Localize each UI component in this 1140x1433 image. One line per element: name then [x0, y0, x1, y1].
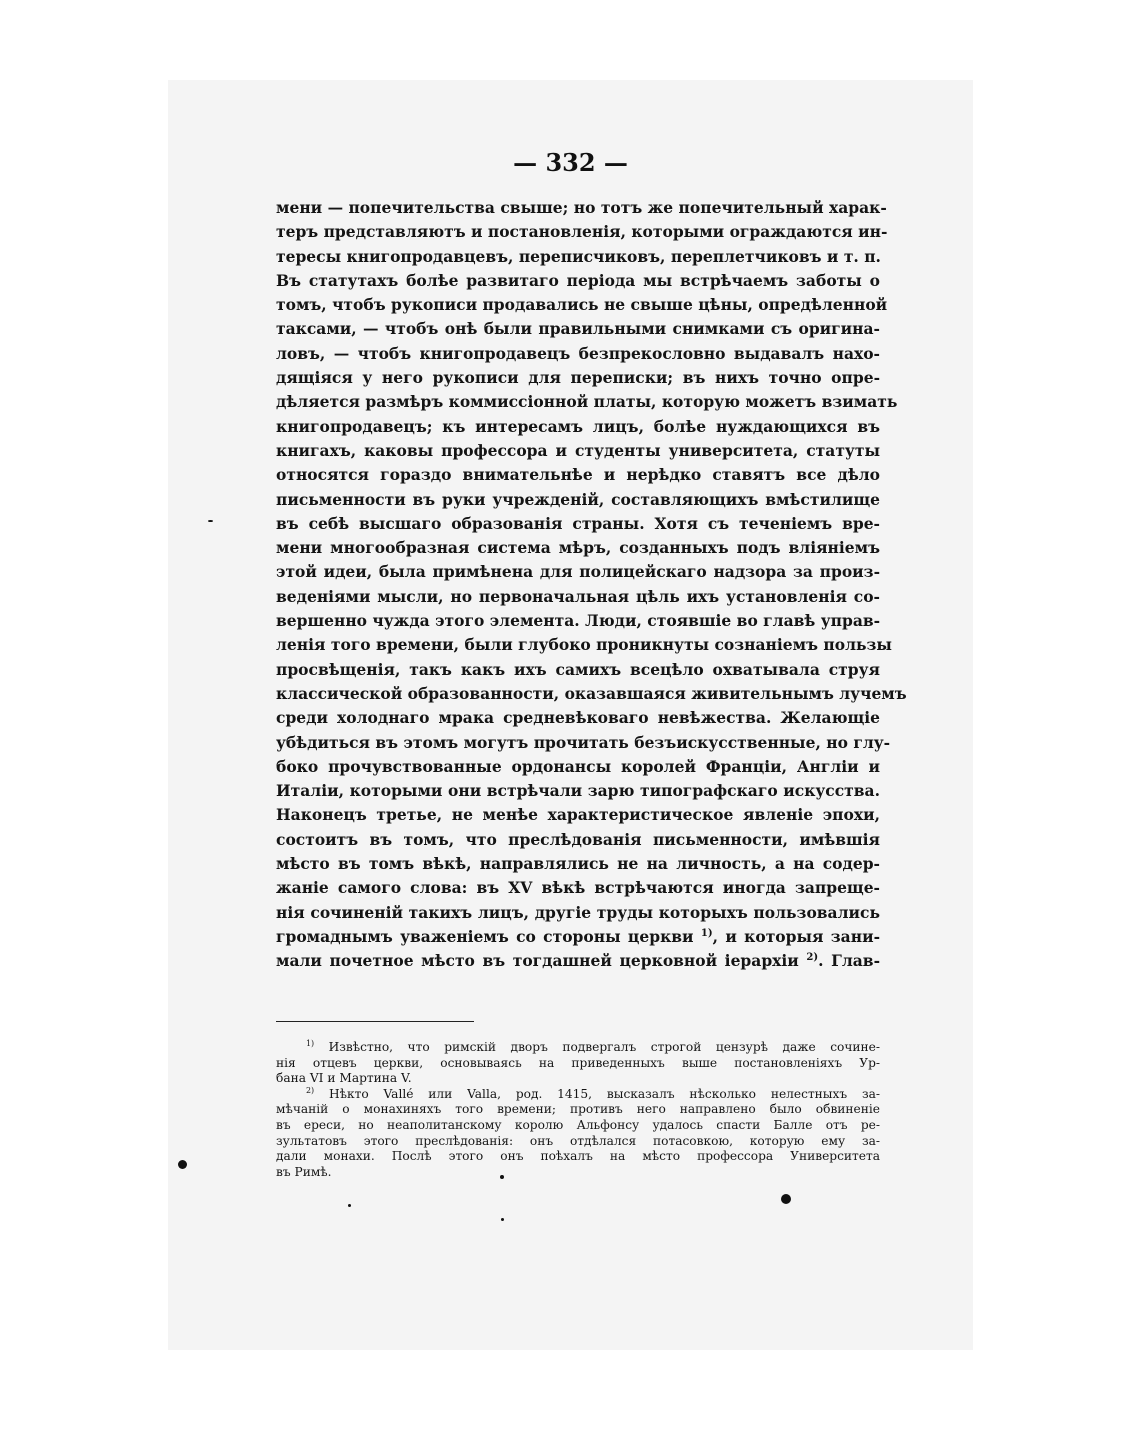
text-line: боко прочувствованные ордонансы королей Франціи, Англіи и: [276, 756, 880, 776]
scan-speck: [208, 520, 213, 522]
footnote-2-line: дали монахи. Послѣ этого онъ поѣхалъ на мѣсто профессора Университета: [276, 1149, 880, 1164]
text-line: въ себѣ высшаго образованія страны. Хотя съ теченіемъ вре-: [276, 513, 880, 533]
footnote-1-line: [276, 1040, 880, 1056]
text-line: ленія того времени, были глубоко проникнуты сознаніемъ пользы: [276, 635, 892, 655]
text-line: среди холоднаго мрака средневѣковаго невѣжества. Желающіе: [276, 708, 880, 728]
scan-speck: [348, 1204, 351, 1207]
text-line: этой идеи, была примѣнена для полицейскаго надзора за произ-: [276, 562, 880, 582]
text-line: мени многообразная система мѣръ, созданныхъ подъ вліяніемъ: [276, 538, 880, 558]
text-line-with-footnote: [276, 949, 880, 973]
text-segment: громаднымъ уваженіемъ со стороны церкви: [276, 926, 694, 946]
scan-speck: [501, 1218, 504, 1221]
text-line: мѣсто въ томъ вѣкѣ, направлялись не на личность, а на содер-: [276, 854, 880, 874]
text-line: веденіями мысли, но первоначальная цѣль ихъ установленія со-: [276, 586, 880, 606]
footnote-ref-2: 2): [806, 952, 819, 964]
footnote-mark-2: 2): [306, 1085, 315, 1095]
text-line: дящіяся у него рукописи для переписки; въ нихъ точно опре-: [276, 368, 880, 388]
page-number: — 332 —: [513, 148, 628, 177]
footnote-ref-1: 1): [700, 927, 713, 939]
scan-speck: [500, 1175, 504, 1179]
footnote-text: Нѣкто Vallé или Valla, род. 1415, высказалъ нѣсколько нелестныхъ за-: [328, 1086, 880, 1101]
text-line: книгахъ, каковы профессора и студенты университета, статуты: [276, 440, 880, 460]
text-line: Въ статутахъ болѣе развитаго періода мы встрѣчаемъ заботы о: [276, 270, 880, 290]
text-segment: мали почетное мѣсто въ тогдашней церковной іерархіи: [276, 951, 799, 971]
footnote-2-line: [276, 1087, 880, 1103]
text-line: таксами, — чтобъ онѣ были правильными снимками съ оригина-: [276, 319, 880, 339]
text-line: ловъ, — чтобъ книгопродавецъ безпрекословно выдавалъ нахо-: [276, 343, 880, 363]
footnote-1-line: бана VI и Мартина V.: [276, 1071, 412, 1086]
text-line: Наконецъ третье, не менѣе характеристическое явленіе эпохи,: [276, 805, 880, 825]
book-page: [168, 80, 973, 1350]
text-line: классической образованности, оказавшаяся живительнымъ лучемъ: [276, 683, 907, 703]
main-text: [276, 196, 907, 974]
text-line: книгопродавецъ; къ интересамъ лицъ, болѣе нуждающихся въ: [276, 416, 880, 436]
text-line: вершенно чужда этого элемента. Люди, стоявшіе во главѣ управ-: [276, 611, 881, 631]
text-segment: . Глав-: [818, 951, 880, 971]
footnote-2-line: зультатовъ этого преслѣдованія: онъ отдѣлался потасовкою, которую ему за-: [276, 1133, 880, 1148]
text-line: мени — попечительства свыше; но тотъ же попечительный харак-: [276, 198, 887, 217]
text-line-with-footnote: [276, 925, 880, 949]
footnote-separator: [276, 1021, 474, 1022]
footnote-1-line: нія отцевъ церкви, основываясь на приведенныхъ выше постановленіяхъ Ур-: [276, 1055, 880, 1070]
text-line: теръ представляютъ и постановленія, которыми ограждаются ин-: [276, 222, 888, 242]
text-line: Италіи, которыми они встрѣчали зарю типографскаго искусства.: [276, 781, 880, 801]
text-line: нія сочиненій такихъ лицъ, другіе труды которыхъ пользовались: [276, 902, 880, 922]
text-line: тересы книгопродавцевъ, переписчиковъ, переплетчиковъ и т. п.: [276, 246, 881, 266]
text-segment: , и которыя зани-: [712, 926, 880, 946]
text-line: жаніе самого слова: въ XV вѣкѣ встрѣчаются иногда запреще-: [276, 878, 880, 898]
text-line: просвѣщенія, такъ какъ ихъ самихъ всецѣло охватывала струя: [276, 659, 880, 679]
footnote-text: Извѣстно, что римскій дворъ подвергалъ строгой цензурѣ даже сочине-: [328, 1040, 881, 1054]
scan-speck: [178, 1160, 187, 1169]
footnotes: [276, 1040, 880, 1180]
scan-speck: [781, 1194, 791, 1204]
text-line: томъ, чтобъ рукописи продавались не свыше цѣны, опредѣленной: [276, 295, 888, 315]
text-line: дѣляется размѣръ коммиссіонной платы, которую можетъ взимать: [276, 392, 898, 412]
footnote-2-line: въ ереси, но неаполитанскому королю Альфонсу удалось спасти Балле отъ ре-: [276, 1117, 880, 1132]
text-line: убѣдиться въ этомъ могутъ прочитать безъискусственные, но глу-: [276, 732, 891, 752]
footnote-2-line: мѣчаній о монахиняхъ того времени; противъ него направлено было обвиненіе: [276, 1102, 880, 1117]
footnote-mark-1: 1): [306, 1038, 315, 1048]
footnote-2-line: въ Римѣ.: [276, 1164, 332, 1179]
text-line: письменности въ руки учрежденій, составляющихъ вмѣстилище: [276, 489, 880, 509]
text-line: относятся гораздо внимательнѣе и нерѣдко ставятъ все дѣло: [276, 465, 880, 485]
text-line: состоитъ въ томъ, что преслѣдованія письменности, имѣвшія: [276, 829, 880, 849]
